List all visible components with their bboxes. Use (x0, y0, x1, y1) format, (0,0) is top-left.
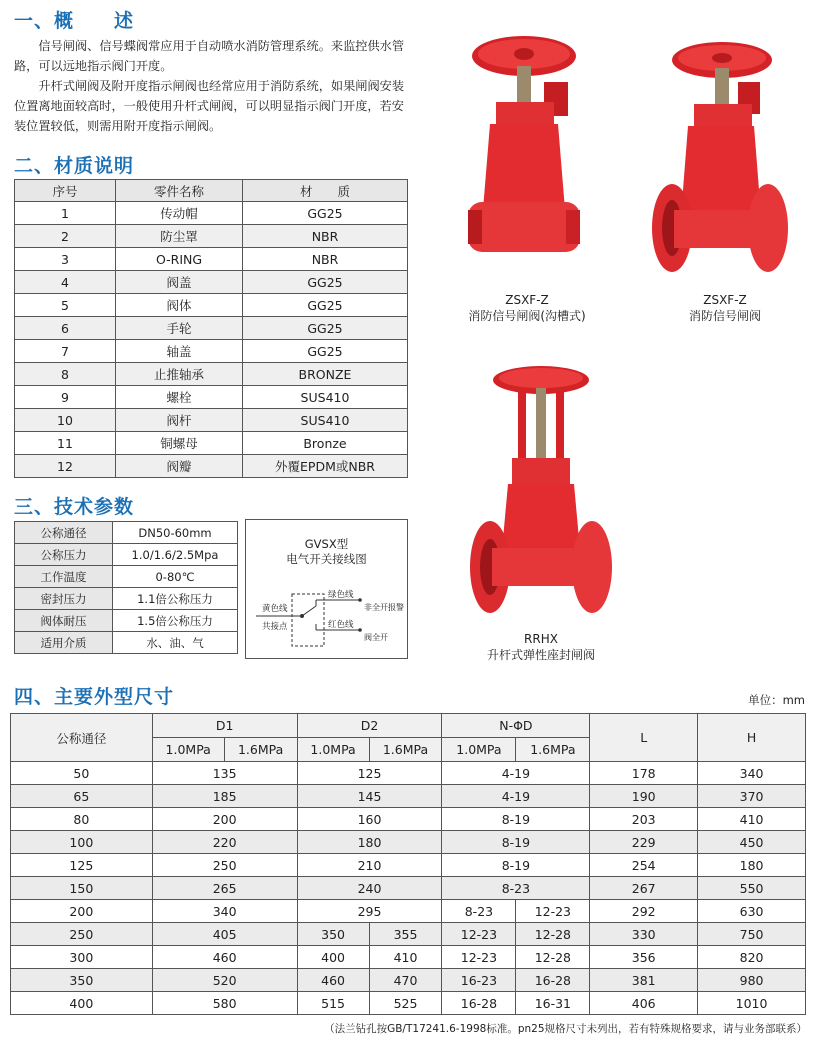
technical-cell-value: DN50-60mm (113, 522, 238, 544)
dim-cell-d2: 295 (297, 900, 442, 923)
dimensions-row (11, 831, 806, 854)
materials-row (15, 363, 408, 386)
dim-cell-h: 340 (698, 762, 806, 785)
materials-cell-no: 6 (15, 317, 116, 340)
dimensions-row (11, 877, 806, 900)
materials-header-part: 零件名称 (116, 180, 243, 202)
technical-row (15, 522, 238, 544)
dim-cell-nd-p10: 12-23 (442, 946, 516, 969)
dim-cell-nd: 4-19 (442, 785, 590, 808)
technical-body (15, 522, 238, 654)
technical-table (14, 521, 238, 654)
dim-cell-dn: 80 (11, 808, 153, 831)
materials-cell-part: 传动帽 (116, 202, 243, 225)
wiring-not-open-label: 非全开报警 (364, 603, 404, 612)
product-caption-grooved (462, 292, 592, 324)
dim-cell-nd: 4-19 (442, 762, 590, 785)
dim-cell-nd: 8-19 (442, 831, 590, 854)
dim-cell-d1: 580 (152, 992, 297, 1015)
technical-cell-value: 1.1倍公称压力 (113, 588, 238, 610)
dim-header-nd: N-ΦD (442, 714, 590, 738)
wiring-yellow-label: 黄色线 (262, 604, 288, 614)
dim-header-d2-p16: 1.6MPa (369, 738, 442, 762)
dim-cell-nd-p10: 8-23 (442, 900, 516, 923)
dim-cell-d2-p10: 460 (297, 969, 369, 992)
materials-cell-no: 10 (15, 409, 116, 432)
dim-cell-dn: 400 (11, 992, 153, 1015)
technical-row (15, 632, 238, 654)
valve-image-flanged (650, 38, 790, 288)
materials-body (15, 202, 408, 478)
dim-cell-nd-p10: 12-23 (442, 923, 516, 946)
dim-cell-d1: 250 (152, 854, 297, 877)
materials-cell-no: 7 (15, 340, 116, 363)
dim-cell-d2-p10: 515 (297, 992, 369, 1015)
materials-row (15, 317, 408, 340)
dim-cell-l: 229 (590, 831, 698, 854)
technical-cell-value: 1.5倍公称压力 (113, 610, 238, 632)
section-title-dimensions: 四、主要外型尺寸 (14, 686, 175, 708)
dim-header-d2-p10: 1.0MPa (297, 738, 369, 762)
dim-cell-d2: 210 (297, 854, 442, 877)
technical-cell-value: 1.0/1.6/2.5Mpa (113, 544, 238, 566)
dim-cell-nd-p16: 16-28 (516, 969, 590, 992)
technical-row (15, 566, 238, 588)
dim-cell-d2-p16: 410 (369, 946, 442, 969)
technical-cell-param: 公称压力 (15, 544, 113, 566)
materials-row (15, 386, 408, 409)
dim-cell-nd-p10: 16-23 (442, 969, 516, 992)
dimensions-table (10, 713, 806, 1015)
dim-cell-l: 190 (590, 785, 698, 808)
dim-cell-nd: 8-19 (442, 808, 590, 831)
wiring-common-label: 共接点 (262, 622, 288, 632)
materials-cell-material: GG25 (243, 271, 408, 294)
dimensions-row (11, 900, 806, 923)
materials-cell-no: 11 (15, 432, 116, 455)
dim-cell-d1: 405 (152, 923, 297, 946)
product-model-rising-stem: RRHX (524, 632, 558, 646)
dim-cell-l: 330 (590, 923, 698, 946)
materials-header-no: 序号 (15, 180, 116, 202)
technical-row (15, 588, 238, 610)
dim-cell-h: 410 (698, 808, 806, 831)
materials-row (15, 455, 408, 478)
materials-cell-material: Bronze (243, 432, 408, 455)
materials-cell-part: 轴盖 (116, 340, 243, 363)
materials-cell-material: NBR (243, 248, 408, 271)
dim-cell-nd: 8-19 (442, 854, 590, 877)
dim-cell-nd: 8-23 (442, 877, 590, 900)
dimensions-row (11, 992, 806, 1015)
dim-cell-d1: 460 (152, 946, 297, 969)
dim-cell-d2: 240 (297, 877, 442, 900)
materials-cell-part: 铜螺母 (116, 432, 243, 455)
dim-cell-dn: 150 (11, 877, 153, 900)
materials-header-material: 材 质 (243, 180, 408, 202)
materials-cell-part: 防尘罩 (116, 225, 243, 248)
materials-cell-material: GG25 (243, 202, 408, 225)
materials-cell-no: 5 (15, 294, 116, 317)
technical-cell-param: 工作温度 (15, 566, 113, 588)
product-name-flanged: 消防信号闸阀 (688, 309, 761, 323)
dim-cell-d1: 200 (152, 808, 297, 831)
dim-cell-h: 450 (698, 831, 806, 854)
dim-cell-nd-p16: 16-31 (516, 992, 590, 1015)
overview-paragraph-2: 升杆式闸阀及附开度指示闸阀也经常应用于消防系统，如果闸阀安装位置离地面较高时，一般使用升杆式闸阀，可以明显指示阀门开度，若安装位置较低，则需用附开度指示闸阀。 (14, 79, 405, 133)
dim-cell-d2-p16: 470 (369, 969, 442, 992)
dim-header-d2: D2 (297, 714, 442, 738)
dim-cell-d1: 520 (152, 969, 297, 992)
wiring-green-label: 绿色线 (328, 590, 354, 600)
dim-cell-nd-p16: 12-23 (516, 900, 590, 923)
section-title-overview: 一、概 述 (14, 10, 135, 32)
section-title-technical: 三、技术参数 (14, 496, 135, 518)
dim-cell-d1: 220 (152, 831, 297, 854)
dim-cell-d1: 340 (152, 900, 297, 923)
materials-row (15, 409, 408, 432)
wiring-title-model: GVSX型 (304, 537, 349, 551)
materials-cell-no: 8 (15, 363, 116, 386)
materials-cell-part: 阀瓣 (116, 455, 243, 478)
dim-cell-h: 180 (698, 854, 806, 877)
dim-cell-d2: 160 (297, 808, 442, 831)
overview-paragraph-1: 信号闸阀、信号蝶阀常应用于自动喷水消防管理系统。来监控供水管路，可以远地指示阀门开度。 (14, 39, 405, 73)
dim-cell-l: 178 (590, 762, 698, 785)
materials-row (15, 294, 408, 317)
dim-cell-dn: 125 (11, 854, 153, 877)
dimensions-row (11, 923, 806, 946)
dim-cell-h: 820 (698, 946, 806, 969)
dim-cell-nd-p16: 12-28 (516, 946, 590, 969)
materials-cell-part: O-RING (116, 248, 243, 271)
materials-row (15, 271, 408, 294)
dim-cell-l: 203 (590, 808, 698, 831)
dim-cell-h: 980 (698, 969, 806, 992)
dim-header-l: L (590, 714, 698, 762)
materials-cell-no: 1 (15, 202, 116, 225)
dim-cell-d2: 180 (297, 831, 442, 854)
dim-cell-h: 630 (698, 900, 806, 923)
dim-cell-d1: 265 (152, 877, 297, 900)
dimensions-row (11, 854, 806, 877)
dim-cell-l: 254 (590, 854, 698, 877)
dim-cell-d2-p10: 350 (297, 923, 369, 946)
dim-cell-h: 1010 (698, 992, 806, 1015)
wiring-diagram (245, 519, 408, 659)
technical-row (15, 544, 238, 566)
materials-row (15, 202, 408, 225)
section-title-materials: 二、材质说明 (14, 155, 135, 177)
dim-cell-h: 370 (698, 785, 806, 808)
technical-cell-param: 适用介质 (15, 632, 113, 654)
dimensions-footnote: （法兰钻孔按GB/T17241.6-1998标准。pn25规格尺寸未列出，若有特殊规格要求，请与业务部联系） (324, 1023, 807, 1035)
dim-cell-h: 750 (698, 923, 806, 946)
dimensions-row (11, 785, 806, 808)
materials-cell-no: 9 (15, 386, 116, 409)
product-model-flanged: ZSXF-Z (703, 293, 747, 307)
dim-cell-d2: 125 (297, 762, 442, 785)
dim-header-d1-p10: 1.0MPa (152, 738, 224, 762)
dim-cell-dn: 300 (11, 946, 153, 969)
materials-cell-part: 阀体 (116, 294, 243, 317)
materials-cell-material: BRONZE (243, 363, 408, 386)
dim-cell-l: 356 (590, 946, 698, 969)
dim-header-d1: D1 (152, 714, 297, 738)
materials-cell-no: 12 (15, 455, 116, 478)
materials-cell-part: 止推轴承 (116, 363, 243, 386)
dim-cell-d2-p16: 355 (369, 923, 442, 946)
materials-cell-material: GG25 (243, 294, 408, 317)
dim-cell-l: 292 (590, 900, 698, 923)
dim-header-nd-p10: 1.0MPa (442, 738, 516, 762)
materials-cell-material: 外覆EPDM或NBR (243, 455, 408, 478)
technical-cell-param: 阀体耐压 (15, 610, 113, 632)
materials-row (15, 432, 408, 455)
dim-cell-d1: 185 (152, 785, 297, 808)
dim-cell-d2: 145 (297, 785, 442, 808)
materials-row (15, 340, 408, 363)
product-name-rising-stem: 升杆式弹性座封闸阀 (486, 648, 595, 662)
technical-cell-value: 水、油、气 (113, 632, 238, 654)
dimensions-row (11, 808, 806, 831)
materials-cell-part: 螺栓 (116, 386, 243, 409)
dim-cell-dn: 50 (11, 762, 153, 785)
materials-cell-part: 阀杆 (116, 409, 243, 432)
dim-cell-d1: 135 (152, 762, 297, 785)
materials-cell-no: 3 (15, 248, 116, 271)
dim-header-dn: 公称通径 (11, 714, 153, 762)
technical-cell-value: 0-80℃ (113, 566, 238, 588)
dimensions-row (11, 969, 806, 992)
dim-cell-l: 381 (590, 969, 698, 992)
product-name-grooved: 消防信号闸阀(沟槽式) (468, 309, 586, 323)
overview-text (14, 36, 414, 136)
dim-cell-d2-p10: 400 (297, 946, 369, 969)
dimensions-row (11, 762, 806, 785)
materials-cell-no: 4 (15, 271, 116, 294)
technical-cell-param: 密封压力 (15, 588, 113, 610)
wiring-red-label: 红色线 (328, 620, 354, 630)
product-caption-flanged (660, 292, 790, 324)
dim-header-d1-p16: 1.6MPa (224, 738, 297, 762)
dim-header-h: H (698, 714, 806, 762)
dim-cell-dn: 350 (11, 969, 153, 992)
dim-cell-dn: 250 (11, 923, 153, 946)
materials-cell-material: GG25 (243, 340, 408, 363)
materials-cell-part: 手轮 (116, 317, 243, 340)
materials-row (15, 225, 408, 248)
materials-row (15, 248, 408, 271)
dim-cell-d2-p16: 525 (369, 992, 442, 1015)
product-caption-rising-stem (466, 631, 616, 663)
materials-table (14, 179, 408, 478)
dim-cell-l: 406 (590, 992, 698, 1015)
materials-cell-no: 2 (15, 225, 116, 248)
technical-cell-param: 公称通径 (15, 522, 113, 544)
dim-cell-dn: 100 (11, 831, 153, 854)
materials-cell-material: SUS410 (243, 386, 408, 409)
valve-image-rising-stem (466, 362, 616, 622)
dim-cell-dn: 65 (11, 785, 153, 808)
dim-cell-nd-p16: 12-28 (516, 923, 590, 946)
dim-cell-dn: 200 (11, 900, 153, 923)
wiring-full-open-label: 阀全开 (364, 633, 388, 642)
dimensions-row (11, 946, 806, 969)
materials-cell-material: NBR (243, 225, 408, 248)
dimensions-body (11, 762, 806, 1015)
dim-cell-l: 267 (590, 877, 698, 900)
materials-cell-material: GG25 (243, 317, 408, 340)
materials-cell-part: 阀盖 (116, 271, 243, 294)
dim-header-nd-p16: 1.6MPa (516, 738, 590, 762)
materials-cell-material: SUS410 (243, 409, 408, 432)
wiring-title-desc: 电气开关接线图 (286, 552, 367, 566)
dim-cell-h: 550 (698, 877, 806, 900)
product-model-grooved: ZSXF-Z (505, 293, 549, 307)
technical-row (15, 610, 238, 632)
unit-label: 单位：mm (748, 693, 805, 707)
valve-image-grooved (462, 32, 592, 282)
dim-cell-nd-p10: 16-28 (442, 992, 516, 1015)
